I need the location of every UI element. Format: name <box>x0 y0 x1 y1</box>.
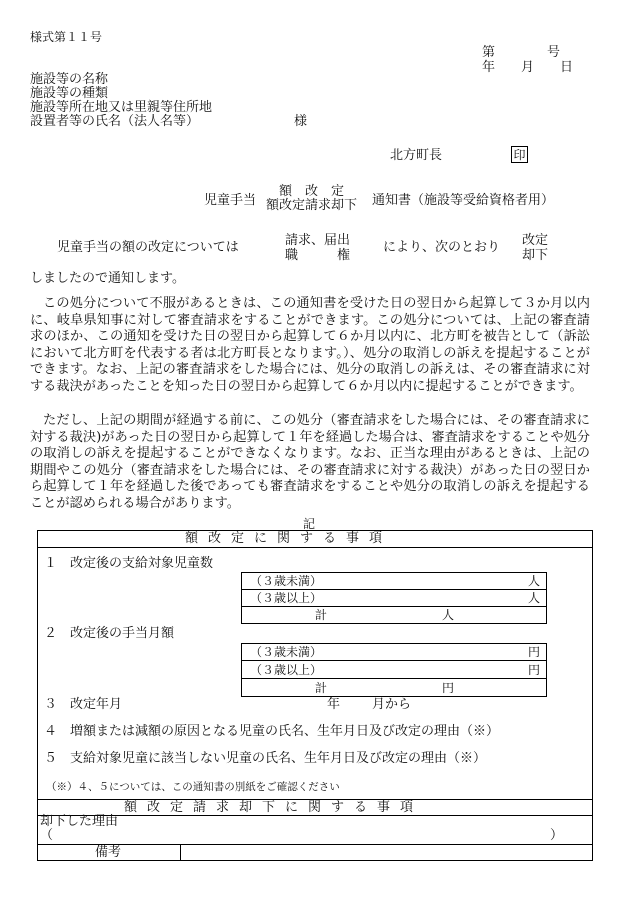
footnote: （※）４、５については、この通知書の別紙をご確認ください <box>46 781 340 793</box>
item2-label: ２ 改定後の手当月額 <box>44 626 175 641</box>
item1-row-over3-unit: 人 <box>528 591 541 605</box>
item1-label: １ 改定後の支給対象児童数 <box>44 556 214 571</box>
section1-header: 額改定に関する事項 <box>185 531 393 546</box>
lead-option1-top: 請求、届出 <box>285 233 351 248</box>
honorific: 様 <box>294 114 308 129</box>
section2-remarks-divider <box>180 844 181 861</box>
reason-paren-close: ） <box>550 828 564 843</box>
seal-stamp: 印 <box>511 146 528 163</box>
remarks-label: 備考 <box>95 845 122 860</box>
facility-address-label: 施設等所在地又は里親等住所地 <box>30 100 213 115</box>
issuer-name: 北方町長 <box>390 148 443 163</box>
item3-month-label: 月から <box>372 697 412 712</box>
item5-label: ５ 支給対象児童に該当しない児童の氏名、生年月日及び改定の理由（※） <box>44 751 487 766</box>
item2-row-under3-unit: 円 <box>528 645 541 659</box>
item3-year-label: 年 <box>327 697 341 712</box>
lead-part1: 児童手当の額の改定については <box>57 240 239 255</box>
appeal-paragraph-2: ただし、上記の期間が経過する前に、この処分（審査請求をした場合には、その審査請求に対する裁決)があった日の翌日から起算して１年を経過した場合は、審査請求をすることや処分の取消しの訴えを提起することができなくなります。なお、正当な理由があるときは、上記の期間やこの処分（審査請求をした場合には、その審査請求に対する裁決）があった日の翌日から起算して１年を経過した後であっても審査請求をすることや処分の取消しの訴えを提起することが認められる場合があります。 <box>30 413 590 511</box>
facility-type-label: 施設等の種類 <box>30 86 109 101</box>
item1-total-label: 計 <box>315 608 328 622</box>
item2-row-over3-unit: 円 <box>528 663 541 677</box>
item2-total-unit: 円 <box>442 681 455 695</box>
form-number: 様式第１１号 <box>30 30 103 44</box>
lead-option1-bottom: 職 権 <box>285 248 351 263</box>
reason-paren-open: （ <box>40 828 54 843</box>
title-option-lower: 額改定請求却下 <box>266 198 358 213</box>
document-date-label: 年 月 日 <box>482 60 574 75</box>
facility-name-label: 施設等の名称 <box>30 72 109 87</box>
founder-name-label: 設置者等の氏名（法人名等） <box>30 114 200 129</box>
title-suffix: 通知書（施設等受給資格者用） <box>372 193 555 208</box>
section2-header-divider <box>37 815 593 816</box>
item2-row-divider-2 <box>241 678 547 679</box>
item1-row-divider-1 <box>241 589 547 590</box>
item1-row-over3: （３歳以上） <box>250 591 323 605</box>
appeal-paragraph-1: この処分について不服があるときは、この通知書を受けた日の翌日から起算して３か月以内に、岐阜県知事に対して審査請求をすることができます。この処分については、上記の審査請求のほか、この通知を受けた日の翌日から起算して６か月以内に、北方町を被告として（訴訟において北方町を代表する者は北方町長となります。）、処分の取消しの訴えを提起することができます。なお、上記の審査請求をした場合には、処分の取消しの訴えは、その審査請求に対する裁決があったことを知った日の翌日から起算して６か月以内に提起することができます。 <box>30 296 590 394</box>
section1-header-divider <box>37 547 593 548</box>
item2-total-label: 計 <box>315 681 328 695</box>
ki-mark: 記 <box>303 517 316 531</box>
item2-row-divider-1 <box>241 660 547 661</box>
item3-label: ３ 改定年月 <box>44 697 123 712</box>
item1-total-unit: 人 <box>442 608 455 622</box>
section2-header: 額改定請求却下に関する事項 <box>124 800 424 815</box>
lead-option2-bottom: 却下 <box>522 248 549 263</box>
item1-row-under3: （３歳未満） <box>250 574 323 588</box>
item1-row-divider-2 <box>241 606 547 607</box>
document-number-label: 第 号 <box>482 45 561 60</box>
lead-line2: しましたので通知します。 <box>30 271 185 286</box>
item1-row-under3-unit: 人 <box>528 574 541 588</box>
item2-row-under3: （３歳未満） <box>250 645 323 659</box>
item2-row-over3: （３歳以上） <box>250 663 323 677</box>
reason-label: 却下した理由 <box>40 814 119 829</box>
title-prefix: 児童手当 <box>204 193 257 208</box>
title-option-upper: 額 改 定 <box>279 184 345 199</box>
lead-part2: により、次のとおり <box>383 240 501 255</box>
lead-option2-top: 改定 <box>522 233 549 248</box>
item4-label: ４ 増額または減額の原因となる児童の氏名、生年月日及び改定の理由（※） <box>44 724 500 739</box>
